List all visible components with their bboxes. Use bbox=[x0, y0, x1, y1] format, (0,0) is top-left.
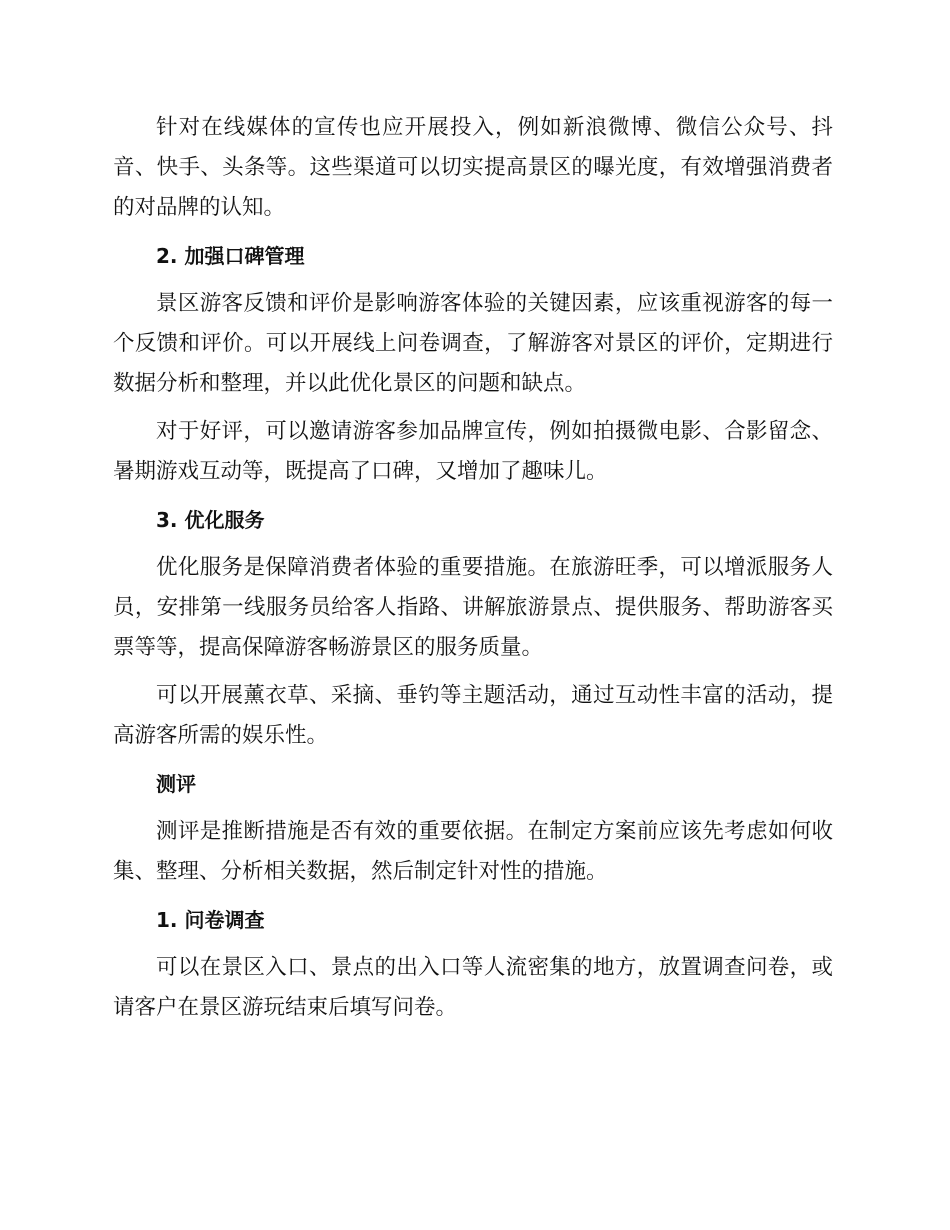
paragraph-online-media: 针对在线媒体的宣传也应开展投入，例如新浪微博、微信公众号、抖音、快手、头条等。这些渠道可以切实提高景区的曝光度，有效增强消费者的对品牌的认知。 bbox=[113, 115, 833, 220]
paragraph-questionnaire-placement: 可以在景区入口、景点的出入口等人流密集的地方，放置调查问卷，或请客户在景区游玩结束后填写问卷。 bbox=[113, 955, 833, 1020]
heading-reputation-management: 2. 加强口碑管理 bbox=[156, 244, 305, 268]
heading-optimize-service: 3. 优化服务 bbox=[156, 508, 265, 532]
spacer bbox=[113, 540, 833, 548]
spacer bbox=[113, 940, 833, 948]
heading-questionnaire: 1. 问卷调查 bbox=[156, 908, 265, 932]
spacer bbox=[113, 404, 833, 412]
paragraph-positive-reviews: 对于好评，可以邀请游客参加品牌宣传，例如拍摄微电影、合影留念、暑期游戏互动等，既提高了口碑，又增加了趣味儿。 bbox=[113, 419, 833, 484]
paragraph-service-measures: 优化服务是保障消费者体验的重要措施。在旅游旺季，可以增派服务人员，安排第一线服务员给客人指路、讲解旅游景点、提供服务、帮助游客买票等等，提高保障游客畅游景区的服务质量。 bbox=[113, 555, 833, 660]
heading-evaluation: 测评 bbox=[156, 772, 196, 796]
spacer bbox=[113, 668, 833, 676]
spacer bbox=[113, 756, 833, 764]
paragraph-theme-activities: 可以开展薰衣草、采摘、垂钓等主题活动，通过互动性丰富的活动，提高游客所需的娱乐性。 bbox=[113, 683, 833, 748]
spacer bbox=[113, 276, 833, 284]
document-body bbox=[113, 108, 833, 1028]
spacer bbox=[113, 892, 833, 900]
spacer bbox=[113, 228, 833, 236]
spacer bbox=[113, 492, 833, 500]
spacer bbox=[113, 804, 833, 812]
paragraph-visitor-feedback: 景区游客反馈和评价是影响游客体验的关键因素，应该重视游客的每一个反馈和评价。可以开展线上问卷调查，了解游客对景区的评价，定期进行数据分析和整理，并以此优化景区的问题和缺点。 bbox=[113, 291, 833, 396]
paragraph-evaluation-basis: 测评是推断措施是否有效的重要依据。在制定方案前应该先考虑如何收集、整理、分析相关数据，然后制定针对性的措施。 bbox=[113, 819, 833, 884]
